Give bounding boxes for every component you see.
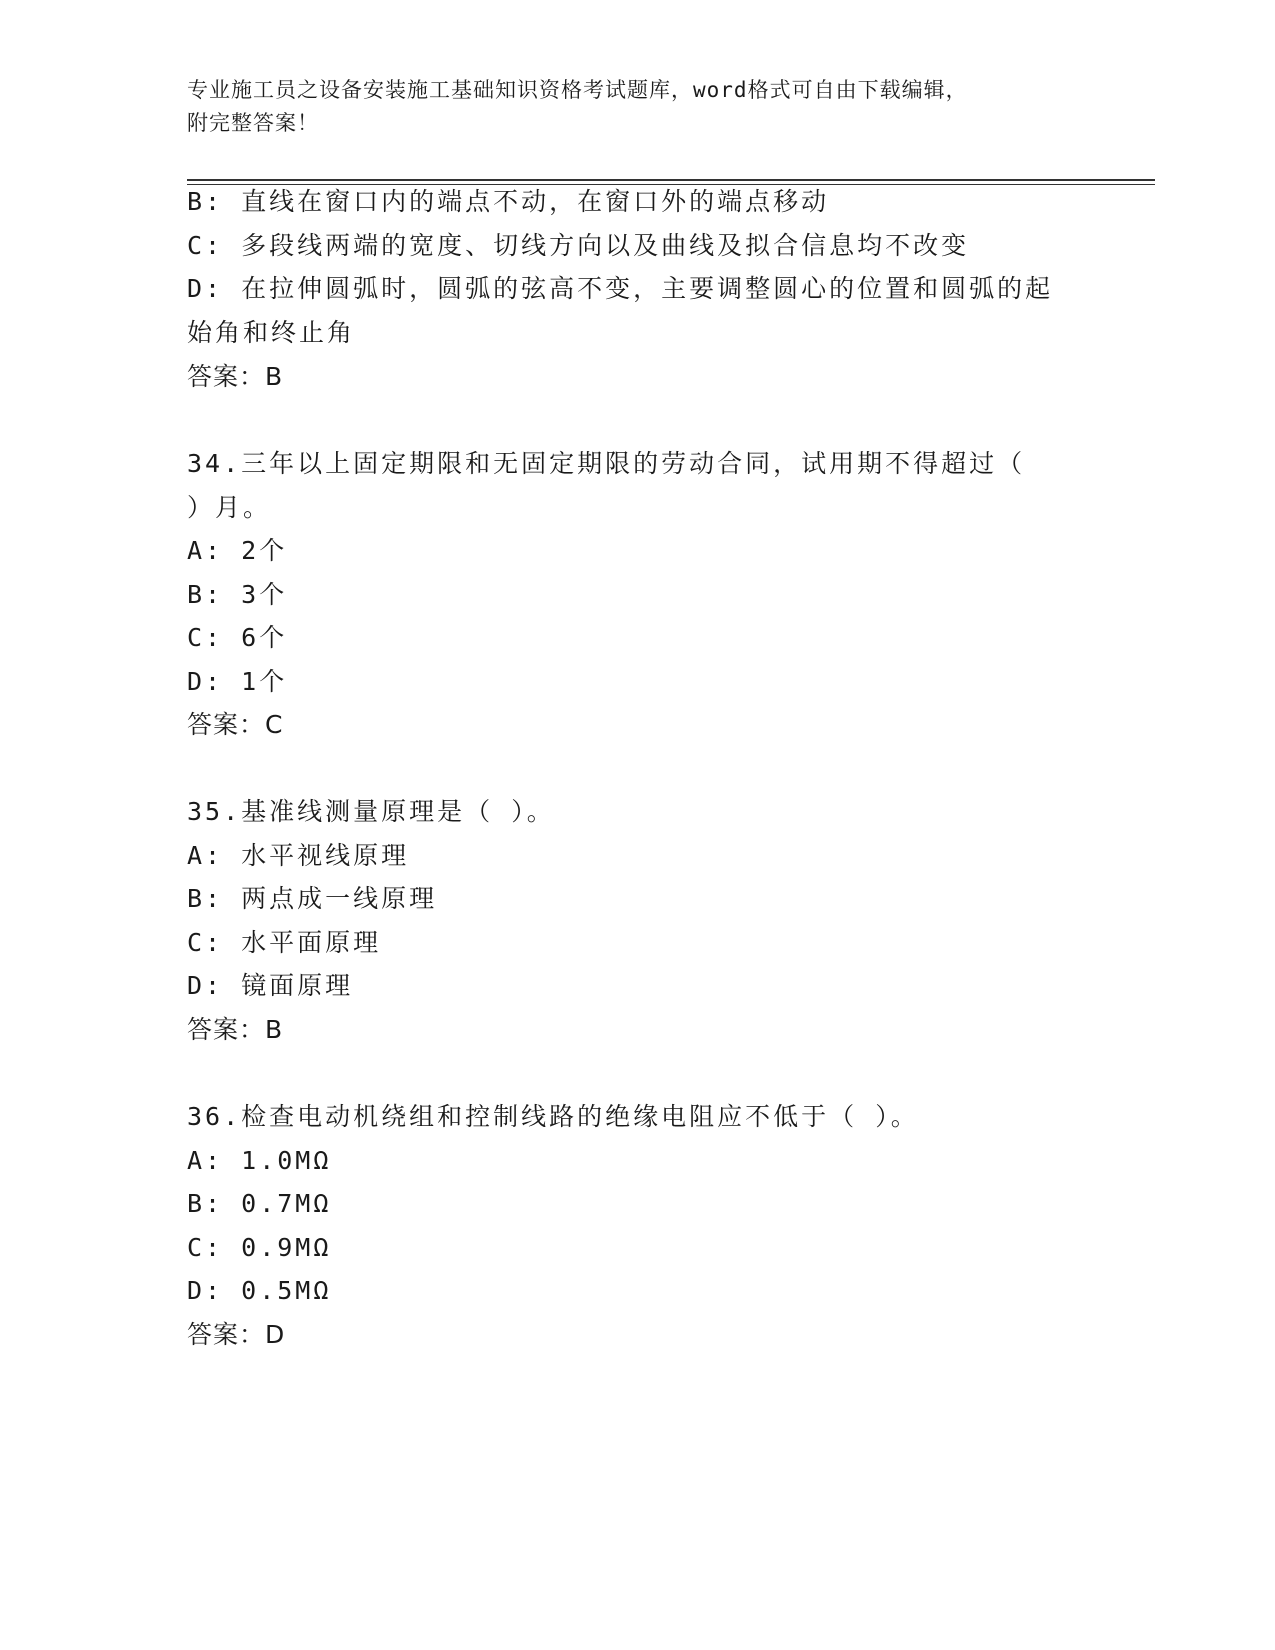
- q35-stem: 35.基准线测量原理是（ ）。: [187, 797, 555, 826]
- q35-option-d: D: 镜面原理: [187, 971, 354, 1000]
- q36-option-c: C: 0.9MΩ: [187, 1233, 332, 1262]
- q35-option-b: B: 两点成一线原理: [187, 884, 438, 913]
- header-divider-thin: [187, 184, 1155, 185]
- q36-option-a: A: 1.0MΩ: [187, 1146, 332, 1175]
- prev-answer: 答案：B: [187, 362, 284, 391]
- q36-stem: 36.检查电动机绕组和控制线路的绝缘电阻应不低于（ ）。: [187, 1102, 919, 1131]
- q34-stem-line-1: 34.三年以上固定期限和无固定期限的劳动合同，试用期不得超过（: [187, 449, 1026, 478]
- q35-option-a: A: 水平视线原理: [187, 841, 410, 870]
- q36-answer: 答案：D: [187, 1320, 286, 1349]
- q34-option-c: C: 6个: [187, 623, 288, 652]
- prev-option-d-line-2: 始角和终止角: [187, 318, 356, 347]
- header-divider-thick: [187, 179, 1155, 181]
- prev-option-b: B: 直线在窗口内的端点不动，在窗口外的端点移动: [187, 187, 830, 216]
- q35-option-c: C: 水平面原理: [187, 928, 382, 957]
- q35-answer: 答案：B: [187, 1015, 284, 1044]
- q34-option-d: D: 1个: [187, 667, 288, 696]
- q36-option-d: D: 0.5MΩ: [187, 1276, 332, 1305]
- q36-option-b: B: 0.7MΩ: [187, 1189, 332, 1218]
- q34-answer: 答案：C: [187, 710, 284, 739]
- document-header: [187, 74, 1087, 140]
- header-line-2: 附完整答案！: [187, 111, 319, 135]
- q34-stem-line-2: ）月。: [187, 493, 272, 522]
- header-line-1: 专业施工员之设备安装施工基础知识资格考试题库，word格式可自由下载编辑，: [187, 78, 968, 102]
- q34-option-b: B: 3个: [187, 580, 288, 609]
- prev-option-c: C: 多段线两端的宽度、切线方向以及曲线及拟合信息均不改变: [187, 231, 970, 260]
- prev-option-d-line-1: D: 在拉伸圆弧时，圆弧的弦高不变，主要调整圆心的位置和圆弧的起: [187, 274, 1054, 303]
- q34-option-a: A: 2个: [187, 536, 288, 565]
